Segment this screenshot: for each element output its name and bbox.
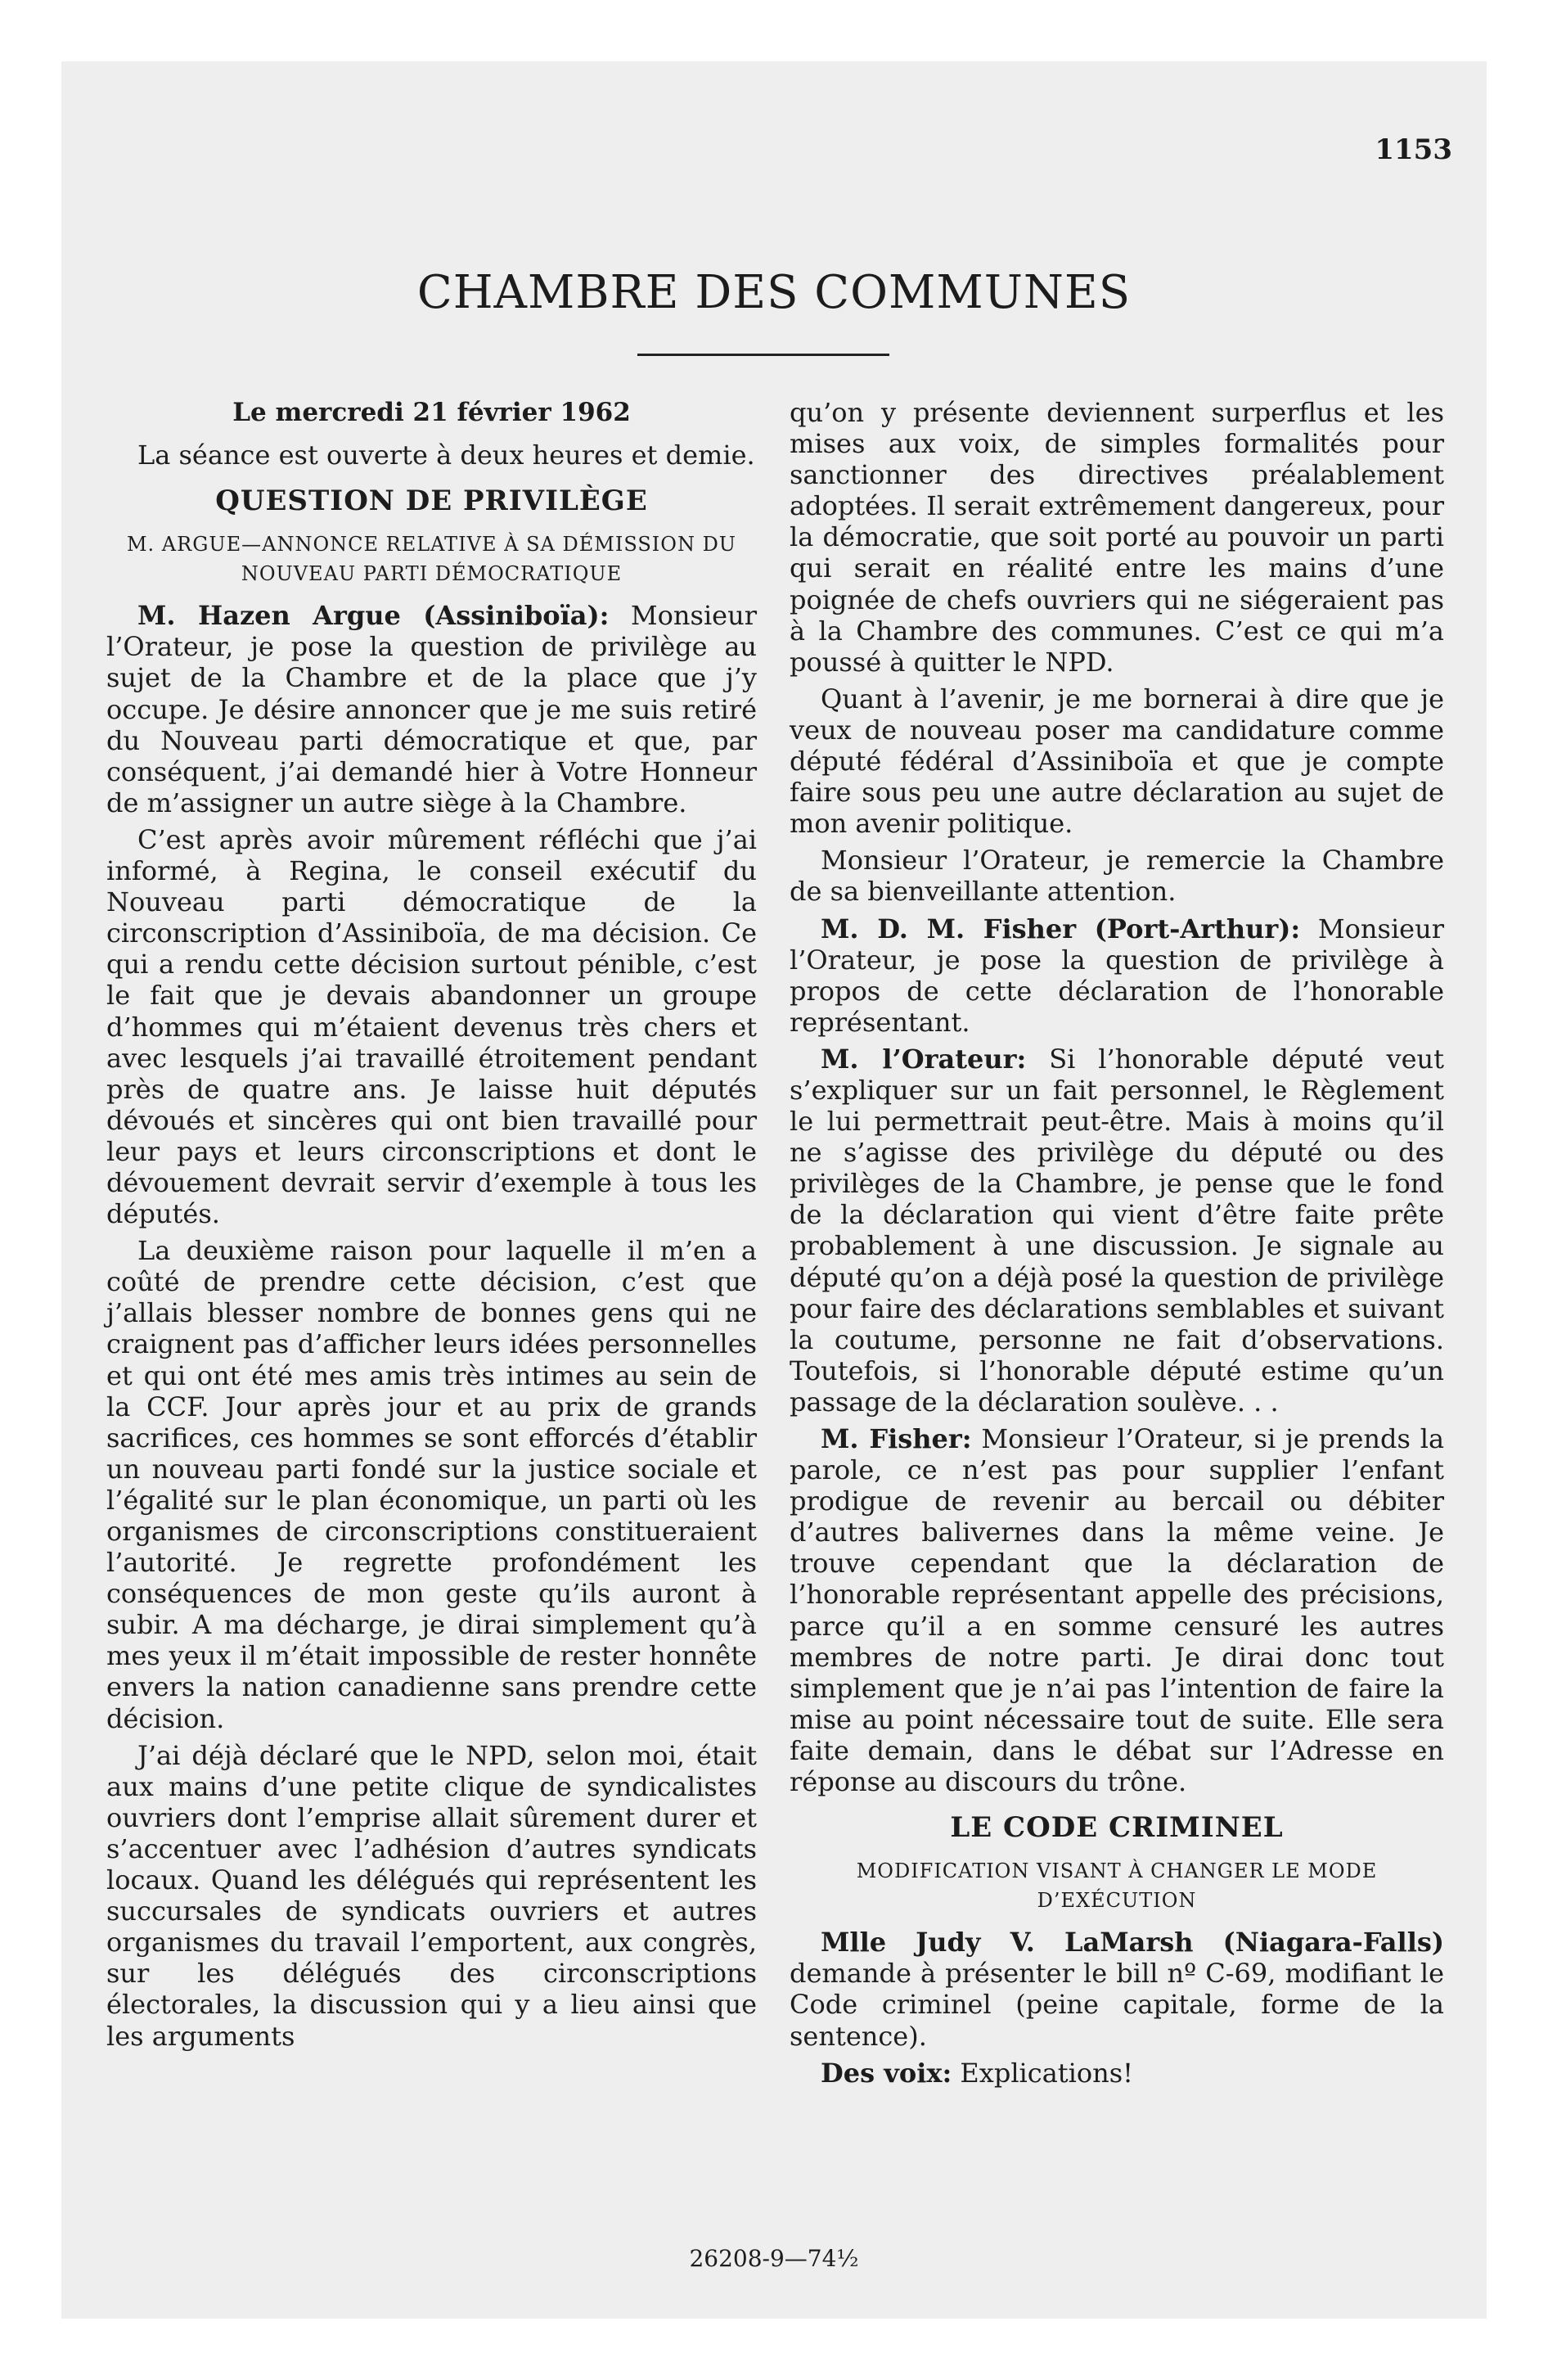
date-line: Le mercredi 21 février 1962 xyxy=(232,398,631,427)
section-heading-code-criminel: LE CODE CRIMINEL xyxy=(950,1811,1284,1845)
paragraph-argue-2: C’est après avoir mûrement réfléchi que j’ai informé, à Regina, le conseil exécutif du Nouveau parti démocratique de la circonscription d’Assiniboïa, de ma décision. Ce qui a rendu cette décision surtout pénible, c’est le fait que je devais abandonner un groupe d’hommes qui m’étaient devenus très chers et avec lesquels j’ai travaillé étroitement pendant près de quatre ans. Je laisse huit députés dévoués et sincères qui ont bien travaillé pour leur pays et leurs circonscriptions et dont le dévouement devrait servir d’exemple à tous les députés. xyxy=(106,823,757,1230)
page-scan xyxy=(61,61,1487,2319)
paragraph-orateur: M. l’Orateur: Si l’honorable député veut s’expliquer sur un fait personnel, le Règlement le lui permettrait peut-être. Mais à moins qu’il ne s’agisse des privilège du député ou des privilèges de la Chambre, je pense que le fond de la déclaration qui vient d’être faite prête probablement à une discussion. Je signale au député qu’on a déjà posé la question de privilège pour faire des déclarations semblables et suivant la coutume, personne ne fait d’observations. Toutefois, si l’honorable député estime qu’un passage de la déclaration soulève. . . xyxy=(790,1043,1445,1418)
paragraph-argue-1: M. Hazen Argue (Assiniboïa): Monsieur l’Orateur, je pose la question de privilège au sujet de la Chambre et de la place que j’y occupe. Je désire annoncer que je me suis retiré du Nouveau parti démocratique et que, par conséquent, j’ai demandé hier à Votre Honneur de m’assigner un autre siège à la Chambre. xyxy=(106,600,758,818)
paragraph-argue-4-continued: qu’on y présente deviennent surperflus et les mises aux voix, de simples formalités pour sanctionner des directives préalablement adoptées. Il serait extrêmement dangereux, pour la démocratie, que soit porté au pouvoir un parti qui serait en réalité entre les mains d’une poignée de chefs ouvriers qui ne siégeraient pas à la Chambre des communes. C’est ce qui m’a poussé à quitter le NPD. xyxy=(790,397,1444,678)
paragraph-argue-3: La deuxième raison pour laquelle il m’en a coûté de prendre cette décision, c’est que j’allais blesser nombre de bonnes gens qui ne craignent pas d’afficher leurs idées personnelles et qui ont été mes amis très intimes au sein de la CCF. Jour après jour et au prix de grands sacrifices, ces hommes se sont efforcés d’établir un nouveau parti fondé sur la justice sociale et l’égalité sur le plan économique, un parti où les organismes de circonscriptions constitueraient l’autorité. Je regrette profondément les conséquences de mon geste qu’ils auront à subir. A ma décharge, je dirai simplement qu’à mes yeux il m’était impossible de rester honnête envers la nation canadienne sans prendre cette décision. xyxy=(106,1235,757,1734)
page-title: CHAMBRE DES COMMUNES xyxy=(416,266,1132,319)
speaker-lamarsh: Mlle Judy V. LaMarsh (Niagara-Falls) xyxy=(821,1927,1444,1959)
speaker-fisher-2: M. Fisher: xyxy=(821,1423,972,1454)
paragraph-argue-4: J’ai déjà déclaré que le NPD, selon moi, était aux mains d’une petite clique de syndicalistes ouvriers dont l’emprise allait sûrement durer et s’accentuer avec l’adhésion d’autres syndicats locaux. Quand les délégués qui représentent les succursales de syndicats ouvriers et autres organismes du travail l’emportent, aux congrès, sur les délégués des circonscriptions électorales, la discussion qui y a lieu ainsi que les arguments xyxy=(106,1739,757,2052)
section-subheading-argue: M. ARGUE—ANNONCE RELATIVE À SA DÉMISSION DU NOUVEAU PARTI DÉMOCRATIQUE xyxy=(126,533,737,586)
paragraph-voices: Des voix: Explications! xyxy=(821,2057,1134,2089)
footer-code: 26208-9—74½ xyxy=(689,2245,859,2272)
speaker-fisher: M. D. M. Fisher (Port-Arthur): xyxy=(821,913,1301,944)
paragraph-lamarsh: Mlle Judy V. LaMarsh (Niagara-Falls) demande à présenter le bill nº C-69, modifiant le Code criminel (peine capitale, forme de la sentence). xyxy=(790,1927,1444,2052)
title-rule xyxy=(637,354,889,356)
paragraph-argue-5: Quant à l’avenir, je me bornerai à dire que je veux de nouveau poser ma candidature comme député fédéral d’Assiniboïa et que je compte faire sous peu une autre déclaration au sujet de mon avenir politique. xyxy=(790,683,1444,840)
paragraph-fisher-2: M. Fisher: Monsieur l’Orateur, si je prends la parole, ce n’est pas pour supplier l’enfant prodigue de revenir au bercail ou débiter d’autres balivernes dans la même veine. Je trouve cependant que la déclaration de l’honorable représentant appelle des précisions, parce qu’il a en somme censuré les autres membres de notre parti. Je dirai donc tout simplement que je n’ai pas l’intention de faire la mise au point nécessaire tout de suite. Elle sera faite demain, dans le débat sur l’Adresse en réponse au discours du trône. xyxy=(790,1423,1445,1798)
speaker-orateur: M. l’Orateur: xyxy=(821,1043,1027,1075)
paragraph-fisher-1: M. D. M. Fisher (Port-Arthur): Monsieur l’Orateur, je pose la question de privilège à propos de cette déclaration de l’honorable représentant. xyxy=(790,913,1445,1038)
speaker-argue: M. Hazen Argue (Assiniboïa): xyxy=(137,600,610,632)
left-column xyxy=(106,397,757,2052)
opening-paragraph: La séance est ouverte à deux heures et demie. xyxy=(137,439,755,471)
section-heading-privilege: QUESTION DE PRIVILÈGE xyxy=(215,485,648,518)
section-subheading-execution: MODIFICATION VISANT À CHANGER LE MODE D’EXÉCUTION xyxy=(856,1859,1378,1913)
page-number: 1153 xyxy=(1375,133,1452,166)
speaker-voices: Des voix: xyxy=(821,2057,952,2089)
right-column xyxy=(790,397,1444,2089)
paragraph-argue-6: Monsieur l’Orateur, je remercie la Chambre de sa bienveillante attention. xyxy=(790,845,1444,908)
